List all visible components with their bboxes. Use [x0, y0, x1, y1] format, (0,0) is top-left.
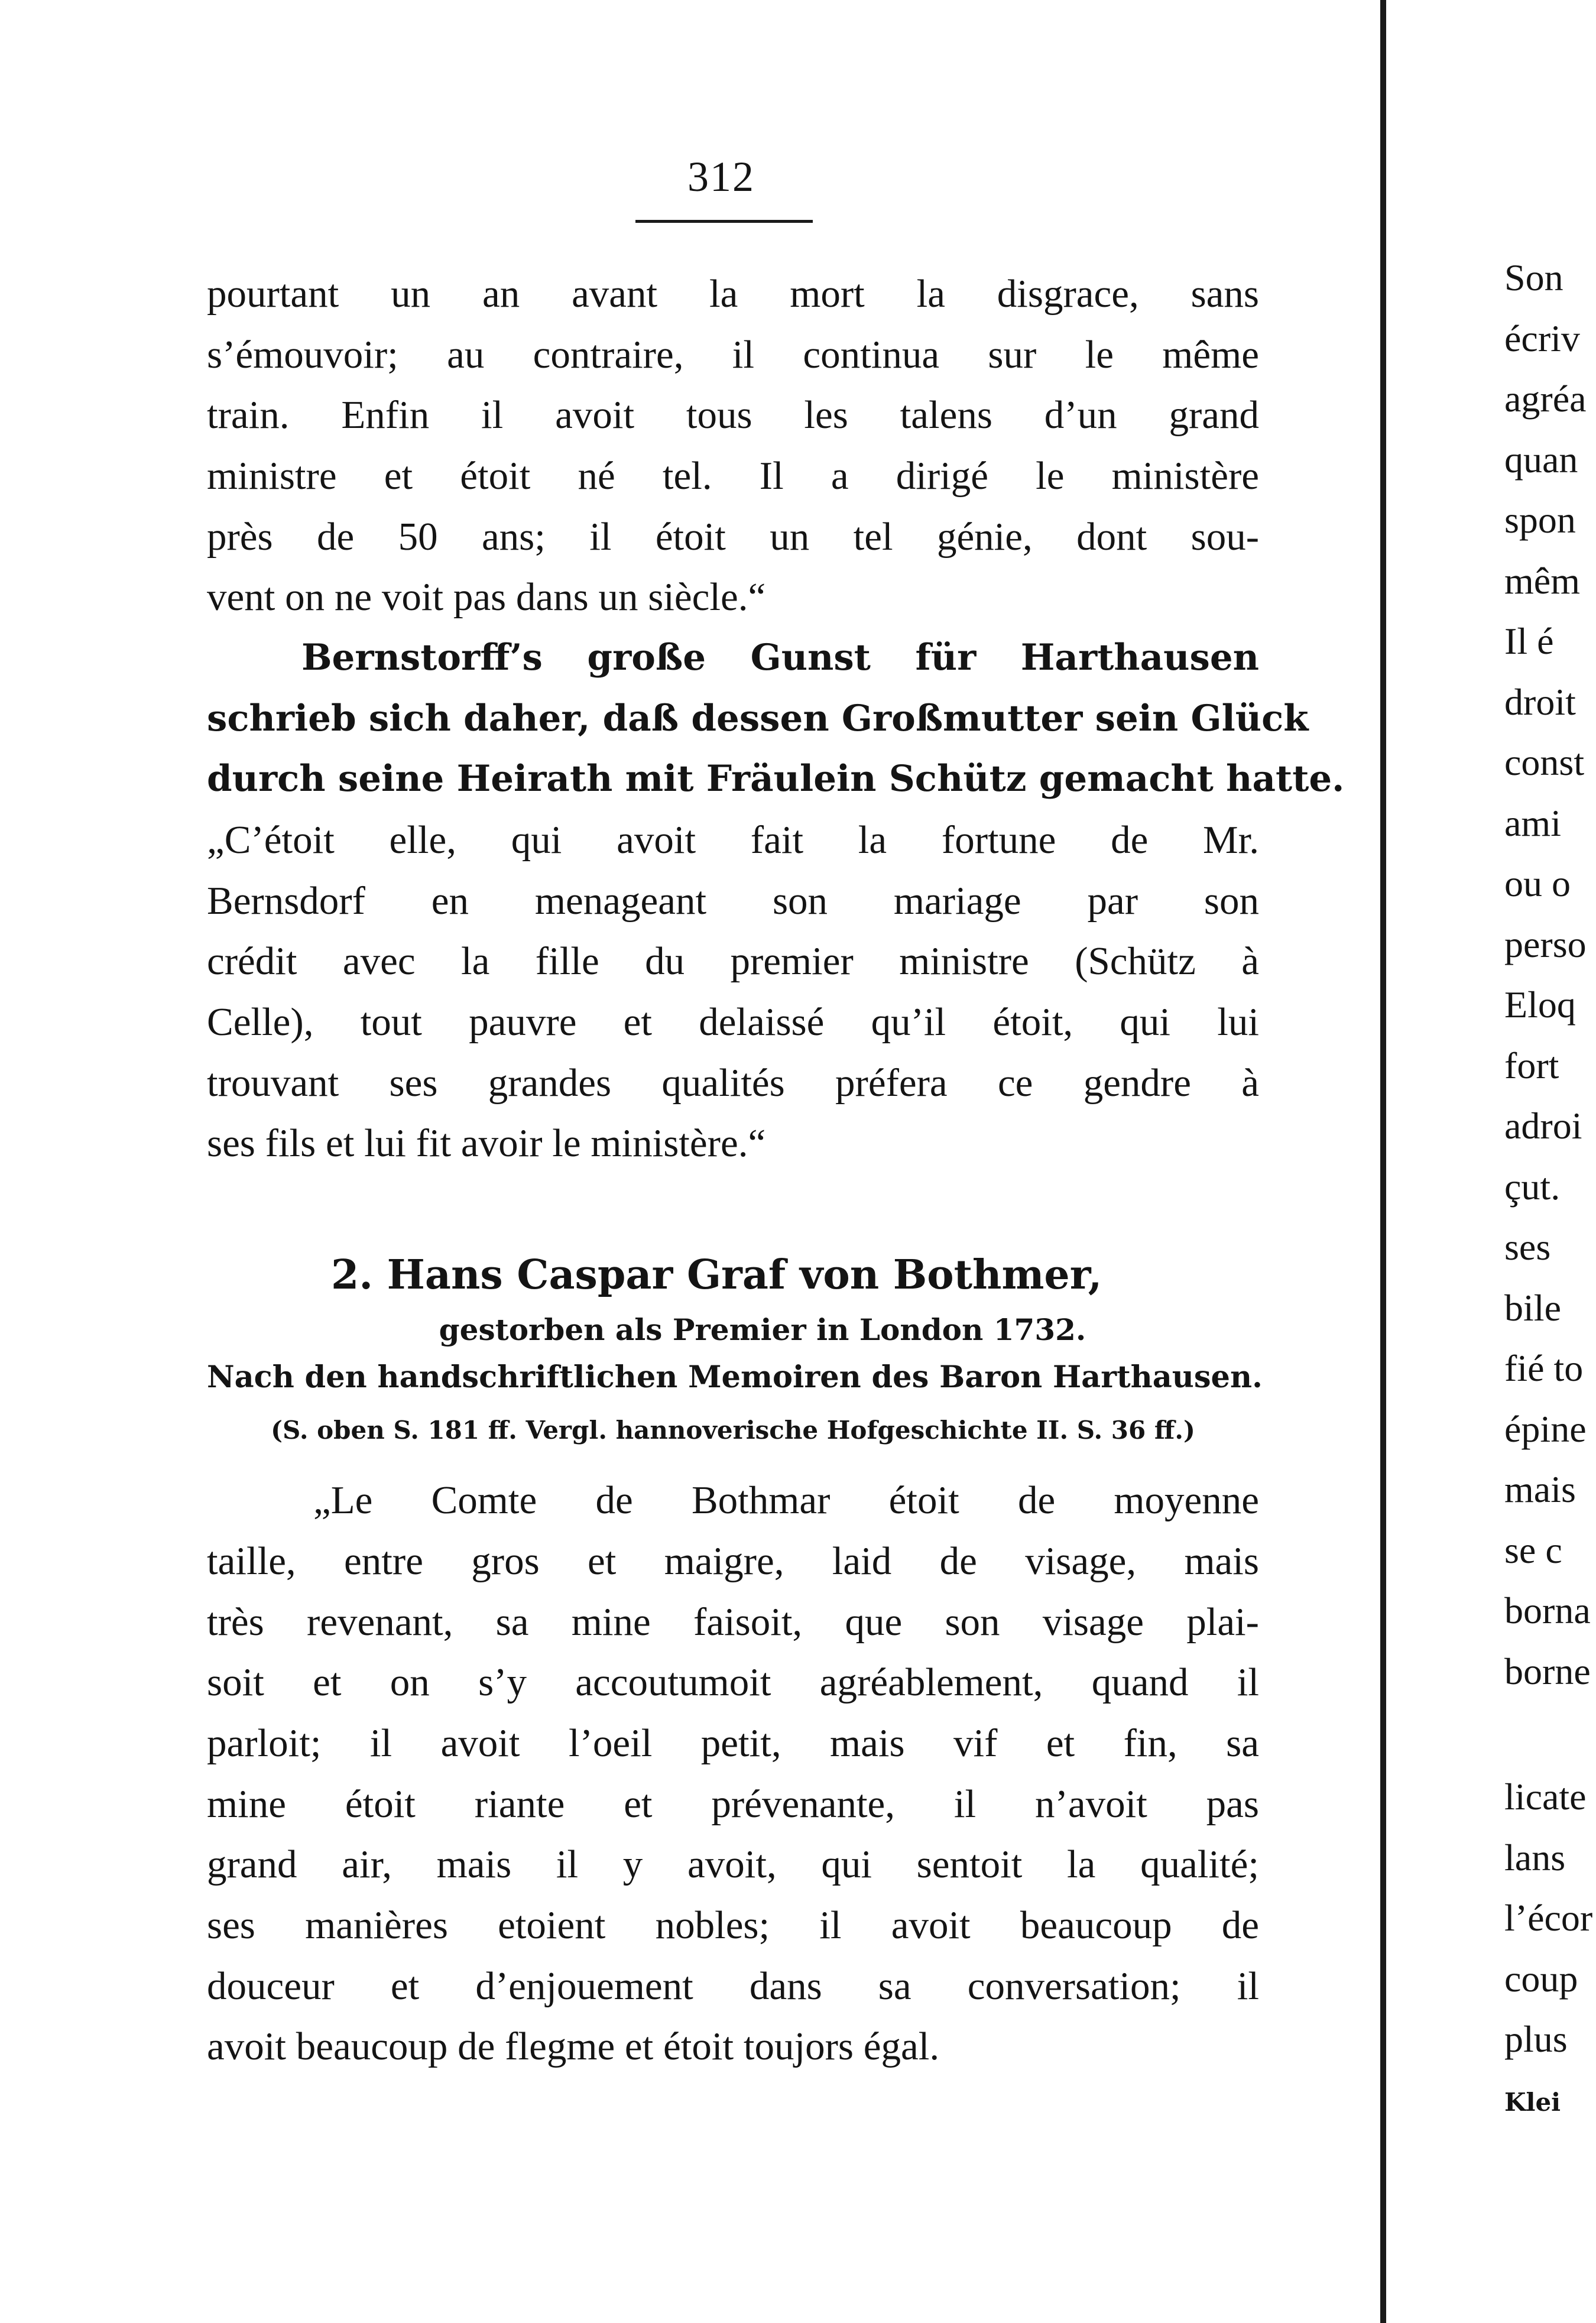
right-page-line: Son	[1504, 257, 1563, 299]
text-line: „C’étoit elle, qui avoit fait la fortune de Mr.	[207, 818, 1259, 862]
text-line: crédit avec la fille du premier ministre (Schütz à	[207, 939, 1259, 983]
right-page-line: épine	[1504, 1408, 1587, 1450]
right-page-line: l’écor	[1504, 1897, 1593, 1939]
text-line: pourtant un an avant la mort la disgrace, sans	[207, 272, 1259, 316]
text-line: mine étoit riante et prévenante, il n’avoit pas	[207, 1782, 1259, 1826]
section-subheading: gestorben als Premier in London 1732.	[439, 1312, 1086, 1347]
right-page-line: mais	[1504, 1468, 1576, 1510]
right-page-line: coup	[1504, 1958, 1578, 2000]
page-gutter	[1380, 0, 1386, 2323]
text-line: près de 50 ans; il étoit un tel génie, dont sou-	[207, 515, 1259, 559]
right-page-line: licate	[1504, 1776, 1587, 1818]
text-line: ses fils et lui fit avoir le ministère.“	[207, 1121, 766, 1165]
text-line: Celle), tout pauvre et delaissé qu’il étoit, qui lui	[207, 1000, 1259, 1044]
text-line: „Le Comte de Bothmar étoit de moyenne	[313, 1478, 1259, 1522]
right-page-line: borne	[1504, 1650, 1591, 1692]
right-page-line: bile	[1504, 1287, 1561, 1329]
section-source: Nach den handschriftlichen Memoiren des Baron Harthausen.	[207, 1360, 1263, 1395]
text-line: ministre et étoit né tel. Il a dirigé le ministère	[207, 454, 1259, 498]
right-page-line: ami	[1504, 802, 1561, 844]
right-page-line: plus	[1504, 2018, 1568, 2060]
text-line: durch seine Heirath mit Fräulein Schütz gemacht hatte.	[207, 758, 1345, 800]
right-page-line: spon	[1504, 499, 1576, 541]
text-line: parloit; il avoit l’oeil petit, mais vif et fin, sa	[207, 1721, 1259, 1765]
text-line: trouvant ses grandes qualités préfera ce gendre à	[207, 1061, 1259, 1105]
text-line: ses manières etoient nobles; il avoit beaucoup de	[207, 1903, 1259, 1947]
section-heading: 2. Hans Caspar Graf von Bothmer,	[331, 1251, 1102, 1299]
right-page-line: mêm	[1504, 560, 1580, 602]
text-line: Bernstorff’s große Gunst für Harthausen	[301, 637, 1259, 679]
text-line: douceur et d’enjouement dans sa conversation; il	[207, 1964, 1259, 2008]
right-page-line: adroi	[1504, 1105, 1582, 1147]
text-line: vent on ne voit pas dans un siècle.“	[207, 575, 766, 619]
page-number: 312	[687, 153, 755, 200]
right-page-line: const	[1504, 741, 1585, 783]
text-line: grand air, mais il y avoit, qui sentoit la qualité;	[207, 1842, 1259, 1886]
right-page-line: perso	[1504, 923, 1587, 965]
text-line: s’émouvoir; au contraire, il continua sur le même	[207, 333, 1259, 377]
right-page-line: çut.	[1504, 1166, 1561, 1208]
right-page-line: Il é	[1504, 620, 1554, 662]
right-page-line: se c	[1504, 1529, 1562, 1571]
right-page-line: lans	[1504, 1837, 1566, 1878]
text-line: train. Enfin il avoit tous les talens d’un grand	[207, 393, 1259, 437]
right-page-line: Klei	[1504, 2088, 1561, 2117]
right-page-line: fort	[1504, 1044, 1559, 1086]
text-line: très revenant, sa mine faisoit, que son visage plai-	[207, 1600, 1259, 1644]
right-page-line: droit	[1504, 681, 1576, 723]
text-line: Bernsdorf en menageant son mariage par son	[207, 879, 1259, 923]
right-page-line: ou o	[1504, 862, 1571, 904]
right-page-line: borna	[1504, 1589, 1591, 1631]
right-page-line: quan	[1504, 439, 1578, 481]
section-reference: (S. oben S. 181 ff. Vergl. hannoverische Hofgeschichte II. S. 36 ff.)	[271, 1416, 1195, 1445]
right-page-line: écriv	[1504, 317, 1580, 359]
text-line: avoit beaucoup de flegme et étoit toujors égal.	[207, 2024, 940, 2068]
page-number-rule	[635, 220, 813, 223]
text-line: schrieb sich daher, daß dessen Großmutter sein Glück	[207, 697, 1309, 739]
right-page-line: agréa	[1504, 378, 1587, 420]
right-page-line: fié to	[1504, 1347, 1584, 1389]
text-line: taille, entre gros et maigre, laid de visage, mais	[207, 1539, 1259, 1583]
text-line: soit et on s’y accoutumoit agréablement, quand il	[207, 1660, 1259, 1704]
right-page-line: Eloq	[1504, 984, 1576, 1026]
right-page-line: ses	[1504, 1226, 1551, 1268]
